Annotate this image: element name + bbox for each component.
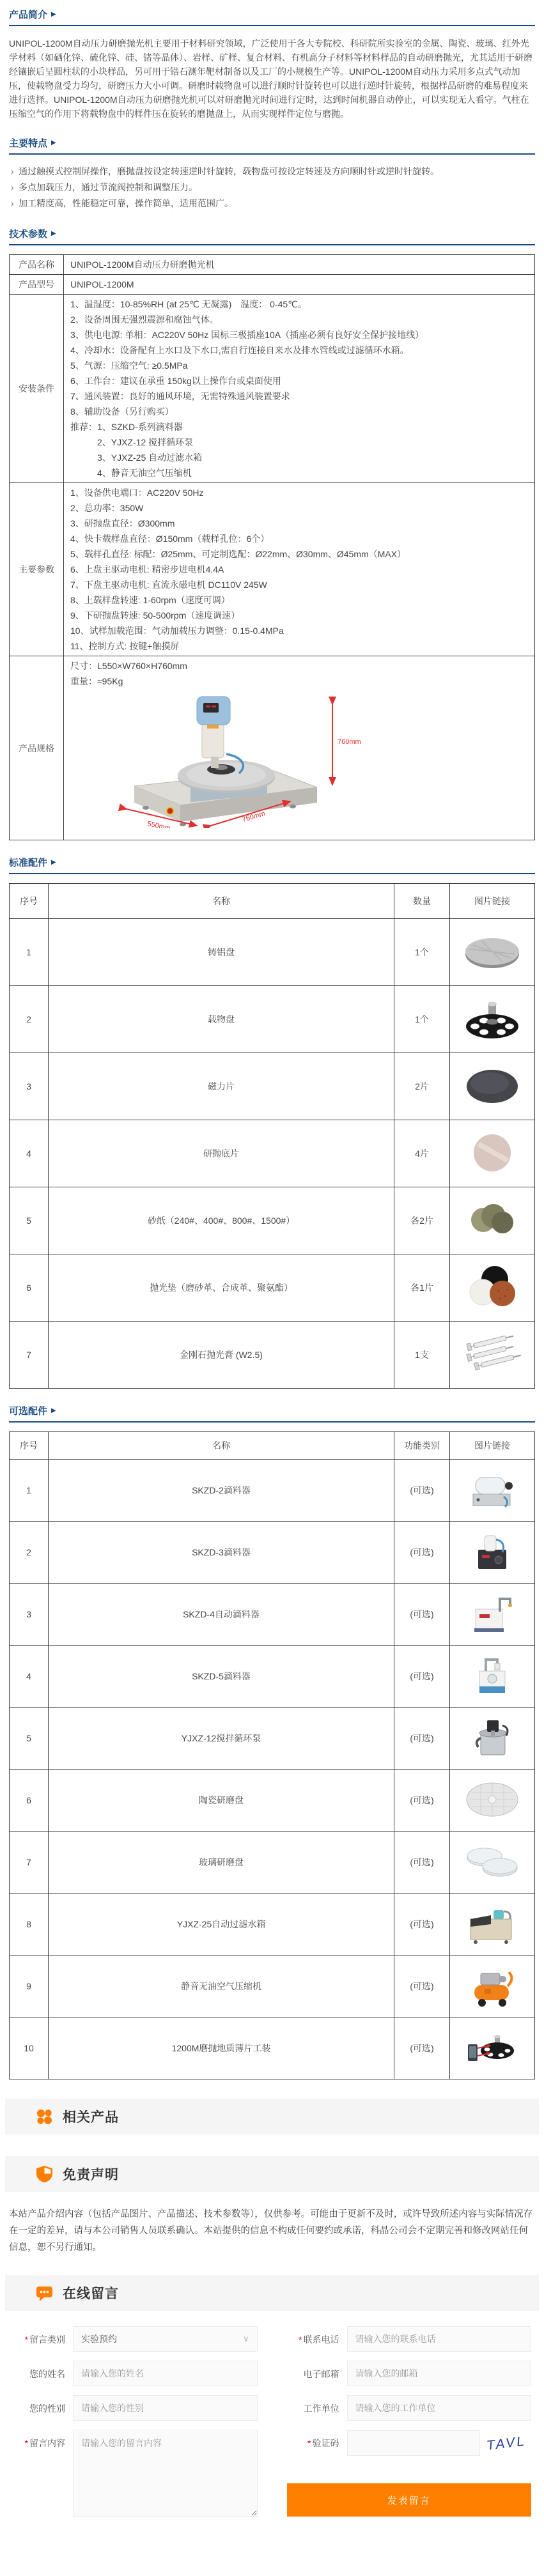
table-row: 10 1200M磨抛地质薄片工装 (可选) [10,2017,535,2079]
gender-label: 您的性别 [29,2403,65,2414]
header-image: 图片链接 [450,884,535,919]
email-label: 电子邮箱 [303,2369,339,2379]
table-row: 1 铸铝盘 1个 [10,919,535,986]
name-field[interactable] [73,2361,258,2386]
table-row: 8 YJXZ-25自动过滤水箱 (可选) [10,1893,535,1955]
section-title-features [9,136,535,155]
header-category: 功能类别 [394,1432,450,1460]
message-form [13,2326,531,2520]
tech-row-label: 产品型号 [10,275,64,295]
chat-icon [36,2285,53,2302]
tech-row-value: UNIPOL-1200M自动压力研磨抛光机 [64,255,535,275]
message-type-value: 实验预约 [81,2334,117,2344]
magnetic-disc-image [463,1065,522,1106]
intro-paragraph: UNIPOL-1200M自动压力研磨抛光机主要用于材料研究领域，广泛使用于各大专院校、科研院所实验室的金属、陶瓷、玻璃、红外光学材料（如硒化锌、硫化锌、硅、锗等晶体）、岩样、矿样、复合材料、有机高分子材料等材料样品的自动研磨抛光，尤其适用于研磨经镶嵌后呈圆柱状的小块样品，另可用于锆石测年靶材制备以及工厂的小规模生产等。UNIPOL-1200M自动压力采用多点式气动加压，使载物盘受力均匀，研磨压力大小可调。研磨时载物盘可以进行顺时针旋转也可以进行逆时针旋转，根据样品研磨的难易程度来进行选择。UNIPOL-1200M自动压力研磨抛光机可以对研磨抛光时间进行定时，达到时间机器自动停止，可以实现无人看守。气柱在压缩空气的作用下将载物盘中的样件压在旋转的磨抛盘上，从而实现样件定位与磨抛。 [9,38,532,119]
table-row [10,483,535,656]
diamond-paste-syringes-image [461,1330,524,1378]
tech-title: 技术参数 [9,229,48,240]
form-row: * 留言内容 请输入您的留言内容 [13,2430,258,2520]
optional-accessories-table [9,1431,535,2079]
form-row: * 验证码 TAVL [287,2430,532,2456]
message-content-label: 留言内容 [29,2438,65,2448]
table-row: 6 陶瓷研磨盘 (可选) [10,1770,535,1832]
skzd4-auto-dropper-image [465,1593,519,1635]
submit-message-button[interactable]: 发表留言 [287,2483,532,2517]
table-header-row [10,1432,535,1460]
related-products-icon [36,2108,53,2125]
form-row [287,2361,532,2386]
form-row: * 留言类别 实验预约 ∨ [13,2326,258,2352]
table-row: 5 砂纸（240#、400#、800#、1500#） 各2片 [10,1187,535,1254]
header-no: 序号 [10,1432,49,1460]
captcha-label: 验证码 [312,2438,339,2448]
section-title-intro [9,8,535,26]
form-row [13,2361,258,2386]
table-row: 3 SKZD-4自动滴料器 (可选) [10,1584,535,1646]
form-right-column [287,2326,532,2520]
opt-title: 可选配件 [9,1406,48,1417]
disclaimer-band [5,2156,539,2192]
header-name: 名称 [49,884,394,919]
form-row: * 联系电话 请输入您的联系电话 [287,2326,532,2352]
skzd5-dropper-image [465,1654,519,1697]
section-title-optional-accessories [9,1404,535,1423]
table-row [10,295,535,483]
name-label: 您的姓名 [29,2369,65,2379]
form-left-column [13,2326,258,2520]
machine-dimensions-image [101,695,376,828]
tech-row-label: 产品名称 [10,255,64,275]
work-unit-field[interactable] [347,2395,532,2421]
sandpaper-image [463,1201,522,1239]
table-row: 7 玻璃研磨盘 (可选) [10,1832,535,1893]
tech-row-value: UNIPOL-1200M [64,275,535,295]
tech-row-value: 尺寸：L550×W760×H760mm 重量：≈95Kg 760mm 550mm 760mm [64,656,535,840]
svg-text:760mm: 760mm [241,810,267,824]
table-row [10,275,535,295]
header-image: 图片链接 [450,1432,535,1460]
captcha-image[interactable] [484,2430,530,2456]
message-content-field[interactable] [73,2430,258,2517]
section-title-standard-accessories [9,856,535,874]
skzd3-dropper-image [465,1531,519,1573]
table-row: 9 静音无油空气压缩机 (可选) [10,1955,535,2017]
table-row: 5 YJXZ-12搅拌循环泵 (可选) [10,1708,535,1770]
carrier-disc-image [463,996,522,1041]
table-row: 2 载物盘 1个 [10,986,535,1053]
table-row: 2 SKZD-3滴料器 (可选) [10,1522,535,1584]
header-qty: 数量 [394,884,450,919]
section-title-tech [9,227,535,245]
table-row [10,656,535,840]
header-no: 序号 [10,884,49,919]
message-type-label: 留言类别 [29,2334,65,2345]
svg-text:760mm: 760mm [338,738,361,746]
thin-section-fixture-image [463,2026,522,2069]
standard-accessories-table [9,883,535,1389]
backing-disc-image [463,1132,522,1173]
yjxz25-filter-tank-image [463,1902,522,1945]
online-message-band [5,2275,539,2311]
std-title: 标准配件 [9,858,48,868]
form-row [13,2395,258,2421]
skzd2-dropper-image [465,1469,519,1511]
work-unit-label: 工作单位 [303,2403,339,2414]
ceramic-grinding-disc-image [463,1778,522,1821]
polishing-pads-image [463,1264,522,1310]
related-products-band [5,2099,539,2134]
table-row: 6 抛光垫（磨砂革、合成革、聚氨酯） 各1片 [10,1254,535,1322]
shield-icon [36,2165,53,2183]
triangle-icon: ▶ [51,229,56,237]
glass-grinding-discs-image [463,1842,522,1881]
message-type-select[interactable] [73,2326,258,2352]
gender-field[interactable] [73,2395,258,2421]
header-name: 名称 [49,1432,394,1460]
related-products-title: 相关产品 [63,2110,119,2125]
disclaimer-title: 免责声明 [63,2168,119,2182]
features-list: › 通过触摸式控制屏操作，磨抛盘按设定转速逆时针旋转，载物盘可按设定转速及方向顺时针或逆时针旋转。 › 多点加载压力，通过节流阀控制和调整压力。 › 加工精度高，性能稳定可靠，操作简单，适用范围广。 [9,164,535,212]
tech-params-table [9,254,535,840]
triangle-icon: ▶ [51,10,56,18]
cast-aluminum-disc-image [463,931,522,972]
tech-row-value: 1、设备供电端口：AC220V 50Hz 2、总功率：350W 3、研抛盘直径：Ø300mm 4、快卡载样盘直径：Ø150mm（载样孔位：6个） 5、载样孔直径: 标配：Ø25mm、可定制选配：Ø22mm、Ø30mm、Ø45mm（MAX） 6、上盘主驱动电机: 精密步进电机4.4A 7、下盘主驱动电机: 直流永磁电机 DC110V 245W 8、上载样盘转速: 1-60rpm（速度可调） 9、下研抛盘转速: 50-500rpm（速度调速） 10、试样加载范围：气动加载压力调整：0.15-0.4MPa 11、控制方式: 按键+触摸屏 [64,483,535,656]
triangle-icon: ▶ [51,139,56,146]
intro-title: 产品简介 [9,10,48,20]
svg-text:550mm: 550mm [146,820,171,828]
table-row: 4 研抛底片 4片 [10,1120,535,1187]
tech-row-label: 主要参数 [10,483,64,656]
chevron-down-icon: ∨ [242,2334,249,2343]
form-row [287,2395,532,2421]
table-row: 3 磁力片 2片 [10,1053,535,1120]
tech-row-label: 产品规格 [10,656,64,840]
tech-row-label: 安装条件 [10,295,64,483]
svg-text:TAVL: TAVL [485,2433,527,2453]
phone-field[interactable] [347,2326,532,2352]
table-row [10,255,535,275]
phone-label: 联系电话 [303,2334,339,2345]
table-row: 7 金刚石抛光膏 (W2.5) 1支 [10,1322,535,1389]
triangle-icon: ▶ [51,858,56,866]
table-row: 4 SKZD-5滴料器 (可选) [10,1646,535,1708]
table-row: 1 SKZD-2滴料器 (可选) [10,1460,535,1522]
features-title: 主要特点 [9,138,48,149]
captcha-field[interactable] [347,2430,481,2456]
triangle-icon: ▶ [51,1407,56,1414]
disclaimer-text: 本站产品介绍内容（包括产品图片、产品描述、技术参数等），仅供参考。可能由于更新不及时，或许导致所述内容与实际情况存在一定的差异，请与本公司销售人员联系确认。本站提供的信息不构成任何要约或承诺，科晶公司会不定期完善和修改网站任何信息，恕不另行通知。 [9,2209,533,2253]
email-field[interactable] [347,2361,532,2386]
yjxz12-stir-pump-image [465,1715,519,1760]
air-compressor-image [465,1963,519,2008]
table-header-row [10,884,535,919]
online-message-title: 在线留言 [63,2287,119,2301]
tech-row-value: 1、温湿度：10-85%RH (at 25℃ 无凝露) 温度： 0-45℃。 2、设备周围无强烈震源和腐蚀气体。 3、供电电源: 单相：AC220V 50Hz 国标三极插座10A（插座必须有良好安全保护接地线） 4、冷却水：设备配有上水口及下水口,需自行连接自来水及排水管线或过滤循环水箱。 5、气源：压缩空气: ≥0.5MPa 6、工作台：建议在承重 150kg以上操作台或桌面使用 7、通风装置：良好的通风环境，无需特殊通风装置要求 8、辅助设备（另行购买） 推荐：1、SZKD-系列滴料器 2、YJXZ-12 搅拌循环泵 3、YJXZ-25 自动过滤水箱 4、静音无油空气压缩机 [64,295,535,483]
